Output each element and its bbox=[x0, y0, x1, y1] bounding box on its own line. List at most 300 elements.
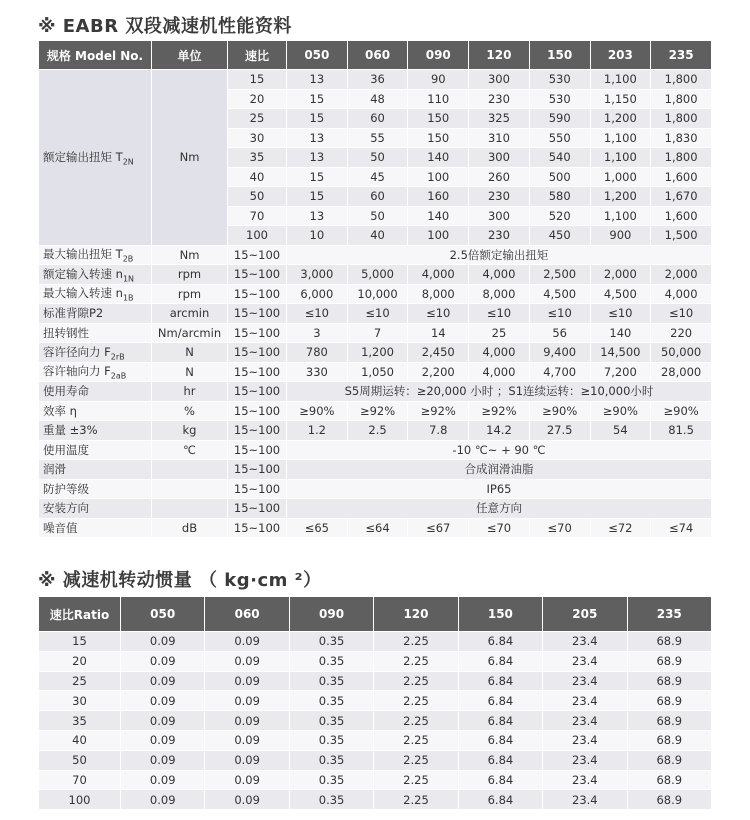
ratio-cell: 15~100 bbox=[228, 245, 287, 265]
value-cell: 0.35 bbox=[289, 671, 373, 691]
inertia-table-header bbox=[39, 597, 712, 632]
value-cell: 50,000 bbox=[651, 343, 712, 363]
value-cell: 580 bbox=[529, 187, 590, 207]
ratio-cell: 15~100 bbox=[228, 479, 287, 499]
value-cell: 530 bbox=[529, 89, 590, 109]
value-cell: 6,000 bbox=[287, 284, 348, 304]
unit-cell: ℃ bbox=[152, 440, 228, 460]
value-cell: 8,000 bbox=[469, 284, 530, 304]
value-cell: 1,600 bbox=[651, 167, 712, 187]
row-label-subscript: 2aB bbox=[110, 371, 127, 381]
ratio-cell: 15~100 bbox=[228, 401, 287, 421]
value-cell: ≤74 bbox=[651, 518, 712, 538]
value-cell: 4,500 bbox=[590, 284, 651, 304]
row-label bbox=[39, 421, 152, 441]
value-cell: ≤10 bbox=[590, 304, 651, 324]
value-cell: 140 bbox=[590, 323, 651, 343]
value-cell: 45 bbox=[347, 167, 408, 187]
value-cell: 0.09 bbox=[205, 671, 289, 691]
row-label bbox=[39, 284, 152, 304]
value-cell: 0.09 bbox=[205, 750, 289, 770]
ratio-cell: 15~100 bbox=[228, 460, 287, 480]
value-cell: 0.09 bbox=[121, 730, 205, 750]
value-cell: ≤10 bbox=[651, 304, 712, 324]
table-row bbox=[39, 790, 712, 810]
value-cell: 6.84 bbox=[458, 711, 542, 731]
value-cell: 36 bbox=[347, 70, 408, 90]
row-label-text: 额定输出扭矩 T bbox=[43, 149, 123, 164]
unit-cell: rpm bbox=[152, 265, 228, 285]
value-cell: 1,100 bbox=[590, 70, 651, 90]
value-cell: 50 bbox=[347, 148, 408, 168]
ratio-cell: 50 bbox=[39, 750, 121, 770]
value-cell: 23.4 bbox=[543, 711, 627, 731]
value-cell: 23.4 bbox=[543, 691, 627, 711]
value-cell: 1,100 bbox=[590, 128, 651, 148]
row-label-text: 容许轴向力 F bbox=[43, 364, 111, 379]
value-cell: 2.25 bbox=[374, 632, 458, 652]
merged-value-cell: 2.5倍额定输出扭矩 bbox=[287, 245, 712, 265]
table-row bbox=[39, 265, 712, 285]
table-row bbox=[39, 632, 712, 652]
row-label-subscript: 1B bbox=[122, 293, 134, 303]
ratio-cell: 70 bbox=[228, 206, 287, 226]
row-label bbox=[39, 382, 152, 402]
value-cell: 7 bbox=[347, 323, 408, 343]
table-row bbox=[39, 518, 712, 538]
value-cell: 230 bbox=[469, 89, 530, 109]
header-cell: 235 bbox=[627, 597, 711, 632]
unit-cell: Nm bbox=[152, 70, 228, 246]
value-cell: 540 bbox=[529, 148, 590, 168]
ratio-cell: 15 bbox=[39, 632, 121, 652]
inertia-table bbox=[38, 596, 712, 810]
value-cell: 7,200 bbox=[590, 362, 651, 382]
value-cell: 68.9 bbox=[627, 750, 711, 770]
ratio-cell: 100 bbox=[228, 226, 287, 246]
value-cell: 0.35 bbox=[289, 651, 373, 671]
performance-table bbox=[38, 40, 712, 538]
value-cell: 23.4 bbox=[543, 770, 627, 790]
table-row bbox=[39, 691, 712, 711]
value-cell: 6.84 bbox=[458, 691, 542, 711]
row-label bbox=[39, 518, 152, 538]
value-cell: 260 bbox=[469, 167, 530, 187]
header-cell: 150 bbox=[458, 597, 542, 632]
value-cell: 4,500 bbox=[529, 284, 590, 304]
value-cell: 55 bbox=[347, 128, 408, 148]
table-row bbox=[39, 245, 712, 265]
value-cell: 0.35 bbox=[289, 632, 373, 652]
value-cell: 6.84 bbox=[458, 750, 542, 770]
value-cell: 60 bbox=[347, 109, 408, 129]
value-cell: 4,000 bbox=[408, 265, 469, 285]
row-label-text: 重量 ±3% bbox=[43, 423, 98, 438]
header-cell: 速比 bbox=[228, 41, 287, 70]
table-row bbox=[39, 421, 712, 441]
value-cell: 68.9 bbox=[627, 632, 711, 652]
value-cell: 2,450 bbox=[408, 343, 469, 363]
unit-cell bbox=[152, 460, 228, 480]
value-cell: 140 bbox=[408, 148, 469, 168]
ratio-cell: 20 bbox=[228, 89, 287, 109]
unit-cell: Nm/arcmin bbox=[152, 323, 228, 343]
value-cell: ≤10 bbox=[347, 304, 408, 324]
ratio-cell: 15~100 bbox=[228, 518, 287, 538]
value-cell: 4,000 bbox=[651, 284, 712, 304]
value-cell: 3,000 bbox=[287, 265, 348, 285]
value-cell: 520 bbox=[529, 206, 590, 226]
value-cell: 0.35 bbox=[289, 790, 373, 810]
header-cell: 060 bbox=[205, 597, 289, 632]
value-cell: 15 bbox=[287, 109, 348, 129]
ratio-cell: 15 bbox=[228, 70, 287, 90]
unit-cell: Nm bbox=[152, 245, 228, 265]
row-label bbox=[39, 362, 152, 382]
value-cell: 0.09 bbox=[205, 632, 289, 652]
value-cell: 13 bbox=[287, 128, 348, 148]
value-cell: 2,200 bbox=[408, 362, 469, 382]
table-row bbox=[39, 479, 712, 499]
value-cell: 6.84 bbox=[458, 651, 542, 671]
value-cell: 23.4 bbox=[543, 632, 627, 652]
row-label bbox=[39, 440, 152, 460]
row-label-text: 效率 η bbox=[43, 403, 77, 418]
header-cell: 205 bbox=[543, 597, 627, 632]
row-label-subscript: 2N bbox=[122, 156, 134, 166]
ratio-cell: 25 bbox=[39, 671, 121, 691]
header-cell: 规格 Model No. bbox=[39, 41, 152, 70]
value-cell: 28,000 bbox=[651, 362, 712, 382]
row-label-text: 安装方向 bbox=[43, 501, 89, 516]
value-cell: 10,000 bbox=[347, 284, 408, 304]
value-cell: 0.09 bbox=[205, 730, 289, 750]
row-label-text: 润滑 bbox=[43, 462, 66, 477]
value-cell: 0.09 bbox=[121, 711, 205, 731]
value-cell: 530 bbox=[529, 70, 590, 90]
row-label bbox=[39, 304, 152, 324]
value-cell: ≥92% bbox=[408, 401, 469, 421]
value-cell: 0.09 bbox=[121, 691, 205, 711]
value-cell: 1,000 bbox=[590, 167, 651, 187]
ratio-cell: 70 bbox=[39, 770, 121, 790]
ratio-cell: 15~100 bbox=[228, 362, 287, 382]
value-cell: 48 bbox=[347, 89, 408, 109]
table-row bbox=[39, 651, 712, 671]
value-cell: 56 bbox=[529, 323, 590, 343]
value-cell: 2,000 bbox=[590, 265, 651, 285]
value-cell: 0.09 bbox=[205, 790, 289, 810]
merged-value-cell: 合成润滑油脂 bbox=[287, 460, 712, 480]
header-cell: 120 bbox=[469, 41, 530, 70]
value-cell: 4,000 bbox=[469, 343, 530, 363]
value-cell: 40 bbox=[347, 226, 408, 246]
value-cell: ≤65 bbox=[287, 518, 348, 538]
value-cell: 1,800 bbox=[651, 89, 712, 109]
ratio-cell: 35 bbox=[39, 711, 121, 731]
value-cell: 150 bbox=[408, 128, 469, 148]
value-cell: 5,000 bbox=[347, 265, 408, 285]
row-label-text: 最大输入转速 n bbox=[43, 286, 123, 301]
row-label bbox=[39, 265, 152, 285]
value-cell: 0.09 bbox=[121, 632, 205, 652]
value-cell: 0.35 bbox=[289, 711, 373, 731]
value-cell: 13 bbox=[287, 206, 348, 226]
value-cell: 6.84 bbox=[458, 671, 542, 691]
merged-value-cell: IP65 bbox=[287, 479, 712, 499]
row-label-text: 使用寿命 bbox=[43, 384, 89, 399]
ratio-cell: 25 bbox=[228, 109, 287, 129]
header-cell: 速比Ratio bbox=[39, 597, 121, 632]
value-cell: 150 bbox=[408, 109, 469, 129]
value-cell: 9,400 bbox=[529, 343, 590, 363]
table-row bbox=[39, 671, 712, 691]
value-cell: 1,050 bbox=[347, 362, 408, 382]
header-cell: 203 bbox=[590, 41, 651, 70]
header-cell: 090 bbox=[408, 41, 469, 70]
value-cell: ≤64 bbox=[347, 518, 408, 538]
value-cell: 14 bbox=[408, 323, 469, 343]
value-cell: 0.09 bbox=[205, 711, 289, 731]
value-cell: 2.25 bbox=[374, 730, 458, 750]
value-cell: 220 bbox=[651, 323, 712, 343]
value-cell: 4,700 bbox=[529, 362, 590, 382]
value-cell: 1,600 bbox=[651, 206, 712, 226]
value-cell: 140 bbox=[408, 206, 469, 226]
value-cell: ≤10 bbox=[469, 304, 530, 324]
ratio-cell: 30 bbox=[228, 128, 287, 148]
value-cell: 2.25 bbox=[374, 691, 458, 711]
inertia-table-title bbox=[38, 566, 322, 592]
unit-cell: N bbox=[152, 343, 228, 363]
unit-cell bbox=[152, 479, 228, 499]
value-cell: 1,670 bbox=[651, 187, 712, 207]
value-cell: 1,800 bbox=[651, 148, 712, 168]
value-cell: 2.25 bbox=[374, 790, 458, 810]
value-cell: ≥90% bbox=[590, 401, 651, 421]
value-cell: 15 bbox=[287, 167, 348, 187]
value-cell: 1.2 bbox=[287, 421, 348, 441]
value-cell: 0.09 bbox=[205, 651, 289, 671]
unit-cell: % bbox=[152, 401, 228, 421]
table-row bbox=[39, 343, 712, 363]
table-row bbox=[39, 382, 712, 402]
row-label-text: 防护等级 bbox=[43, 481, 89, 496]
unit-cell: N bbox=[152, 362, 228, 382]
ratio-cell: 15~100 bbox=[228, 440, 287, 460]
ratio-cell: 15~100 bbox=[228, 284, 287, 304]
ratio-cell: 40 bbox=[228, 167, 287, 187]
value-cell: 1,800 bbox=[651, 70, 712, 90]
value-cell: 2.25 bbox=[374, 671, 458, 691]
value-cell: 68.9 bbox=[627, 691, 711, 711]
ratio-cell: 35 bbox=[228, 148, 287, 168]
value-cell: 900 bbox=[590, 226, 651, 246]
value-cell: 0.09 bbox=[121, 770, 205, 790]
header-cell: 150 bbox=[529, 41, 590, 70]
value-cell: 550 bbox=[529, 128, 590, 148]
header-cell: 090 bbox=[289, 597, 373, 632]
header-cell: 060 bbox=[347, 41, 408, 70]
merged-value-cell: S5周期运转：≥20,000 小时 ；S1连续运转：≥10,000小时 bbox=[287, 382, 712, 402]
value-cell: 23.4 bbox=[543, 671, 627, 691]
value-cell: ≤10 bbox=[287, 304, 348, 324]
unit-cell: dB bbox=[152, 518, 228, 538]
value-cell: 0.09 bbox=[121, 790, 205, 810]
value-cell: 14,500 bbox=[590, 343, 651, 363]
ratio-cell: 15~100 bbox=[228, 323, 287, 343]
header-cell: 单位 bbox=[152, 41, 228, 70]
table-row bbox=[39, 70, 712, 90]
table-row bbox=[39, 284, 712, 304]
row-label-text: 标准背隙P2 bbox=[43, 306, 104, 321]
value-cell: 0.09 bbox=[205, 691, 289, 711]
table-row bbox=[39, 750, 712, 770]
value-cell: 110 bbox=[408, 89, 469, 109]
value-cell: 68.9 bbox=[627, 770, 711, 790]
value-cell: 300 bbox=[469, 70, 530, 90]
value-cell: 23.4 bbox=[543, 750, 627, 770]
value-cell: 0.09 bbox=[121, 671, 205, 691]
row-label bbox=[39, 245, 152, 265]
table-row bbox=[39, 440, 712, 460]
value-cell: 25 bbox=[469, 323, 530, 343]
value-cell: ≤10 bbox=[529, 304, 590, 324]
value-cell: 2.5 bbox=[347, 421, 408, 441]
value-cell: 15 bbox=[287, 89, 348, 109]
row-label-subscript: 2B bbox=[122, 254, 134, 264]
value-cell: 300 bbox=[469, 148, 530, 168]
unit-cell bbox=[152, 499, 228, 519]
ratio-cell: 15~100 bbox=[228, 421, 287, 441]
value-cell: 15 bbox=[287, 187, 348, 207]
header-cell: 235 bbox=[651, 41, 712, 70]
row-label bbox=[39, 323, 152, 343]
value-cell: 1,200 bbox=[590, 187, 651, 207]
merged-value-cell: -10 ℃~ + 90 ℃ bbox=[287, 440, 712, 460]
value-cell: ≤67 bbox=[408, 518, 469, 538]
value-cell: ≥90% bbox=[287, 401, 348, 421]
value-cell: 100 bbox=[408, 167, 469, 187]
ratio-cell: 100 bbox=[39, 790, 121, 810]
value-cell: 2.25 bbox=[374, 750, 458, 770]
value-cell: 13 bbox=[287, 148, 348, 168]
value-cell: 2.25 bbox=[374, 651, 458, 671]
row-label-subscript: 1N bbox=[122, 273, 135, 283]
ratio-cell: 15~100 bbox=[228, 499, 287, 519]
value-cell: 1,800 bbox=[651, 109, 712, 129]
table-row bbox=[39, 401, 712, 421]
value-cell: 1,150 bbox=[590, 89, 651, 109]
ratio-cell: 15~100 bbox=[228, 304, 287, 324]
row-label bbox=[39, 343, 152, 363]
value-cell: 68.9 bbox=[627, 651, 711, 671]
value-cell: 4,000 bbox=[469, 362, 530, 382]
value-cell: 50 bbox=[347, 206, 408, 226]
value-cell: ≤70 bbox=[529, 518, 590, 538]
row-label bbox=[39, 479, 152, 499]
performance-table-header bbox=[39, 41, 712, 70]
value-cell: 23.4 bbox=[543, 730, 627, 750]
value-cell: 1,200 bbox=[347, 343, 408, 363]
value-cell: 0.35 bbox=[289, 770, 373, 790]
value-cell: 60 bbox=[347, 187, 408, 207]
value-cell: 23.4 bbox=[543, 790, 627, 810]
row-label-rated-torque bbox=[39, 70, 152, 246]
ratio-cell: 30 bbox=[39, 691, 121, 711]
value-cell: 0.09 bbox=[205, 770, 289, 790]
value-cell: 6.84 bbox=[458, 790, 542, 810]
value-cell: 0.09 bbox=[121, 651, 205, 671]
value-cell: 1,830 bbox=[651, 128, 712, 148]
value-cell: 0.35 bbox=[289, 691, 373, 711]
table-row bbox=[39, 499, 712, 519]
value-cell: 1,200 bbox=[590, 109, 651, 129]
value-cell: 68.9 bbox=[627, 730, 711, 750]
value-cell: 160 bbox=[408, 187, 469, 207]
value-cell: ≥90% bbox=[651, 401, 712, 421]
value-cell: 68.9 bbox=[627, 711, 711, 731]
unit-cell: rpm bbox=[152, 284, 228, 304]
value-cell: 325 bbox=[469, 109, 530, 129]
value-cell: 100 bbox=[408, 226, 469, 246]
value-cell: 590 bbox=[529, 109, 590, 129]
unit-cell: arcmin bbox=[152, 304, 228, 324]
ratio-cell: 40 bbox=[39, 730, 121, 750]
value-cell: 230 bbox=[469, 226, 530, 246]
value-cell: 0.35 bbox=[289, 750, 373, 770]
value-cell: 330 bbox=[287, 362, 348, 382]
table-row bbox=[39, 460, 712, 480]
ratio-cell: 15~100 bbox=[228, 265, 287, 285]
unit-cell: hr bbox=[152, 382, 228, 402]
value-cell: 300 bbox=[469, 206, 530, 226]
value-cell: 68.9 bbox=[627, 790, 711, 810]
value-cell: 14.2 bbox=[469, 421, 530, 441]
value-cell: ≤10 bbox=[408, 304, 469, 324]
performance-table-title: ※ EABR 双段减速机性能资料 bbox=[38, 16, 292, 37]
value-cell: ≥92% bbox=[347, 401, 408, 421]
header-cell: 050 bbox=[121, 597, 205, 632]
table-row bbox=[39, 770, 712, 790]
header-cell: 120 bbox=[374, 597, 458, 632]
row-label-text: 噪音值 bbox=[43, 520, 78, 535]
table-row bbox=[39, 323, 712, 343]
row-label-text: 使用温度 bbox=[43, 442, 89, 457]
value-cell: 6.84 bbox=[458, 632, 542, 652]
row-label-text: 额定输入转速 n bbox=[43, 266, 123, 281]
value-cell: 4,000 bbox=[469, 265, 530, 285]
row-label-text: 扭转钢性 bbox=[43, 325, 89, 340]
value-cell: 2.25 bbox=[374, 770, 458, 790]
value-cell: 2.25 bbox=[374, 711, 458, 731]
value-cell: 10 bbox=[287, 226, 348, 246]
header-cell: 050 bbox=[287, 41, 348, 70]
row-label-text: 容许径向力 F bbox=[43, 344, 111, 359]
value-cell: ≤70 bbox=[469, 518, 530, 538]
row-label bbox=[39, 401, 152, 421]
value-cell: 1,500 bbox=[651, 226, 712, 246]
value-cell: 2,500 bbox=[529, 265, 590, 285]
value-cell: ≤72 bbox=[590, 518, 651, 538]
value-cell: 68.9 bbox=[627, 671, 711, 691]
value-cell: 27.5 bbox=[529, 421, 590, 441]
value-cell: 90 bbox=[408, 70, 469, 90]
value-cell: 6.84 bbox=[458, 730, 542, 750]
ratio-cell: 15~100 bbox=[228, 382, 287, 402]
value-cell: 6.84 bbox=[458, 770, 542, 790]
row-label bbox=[39, 460, 152, 480]
